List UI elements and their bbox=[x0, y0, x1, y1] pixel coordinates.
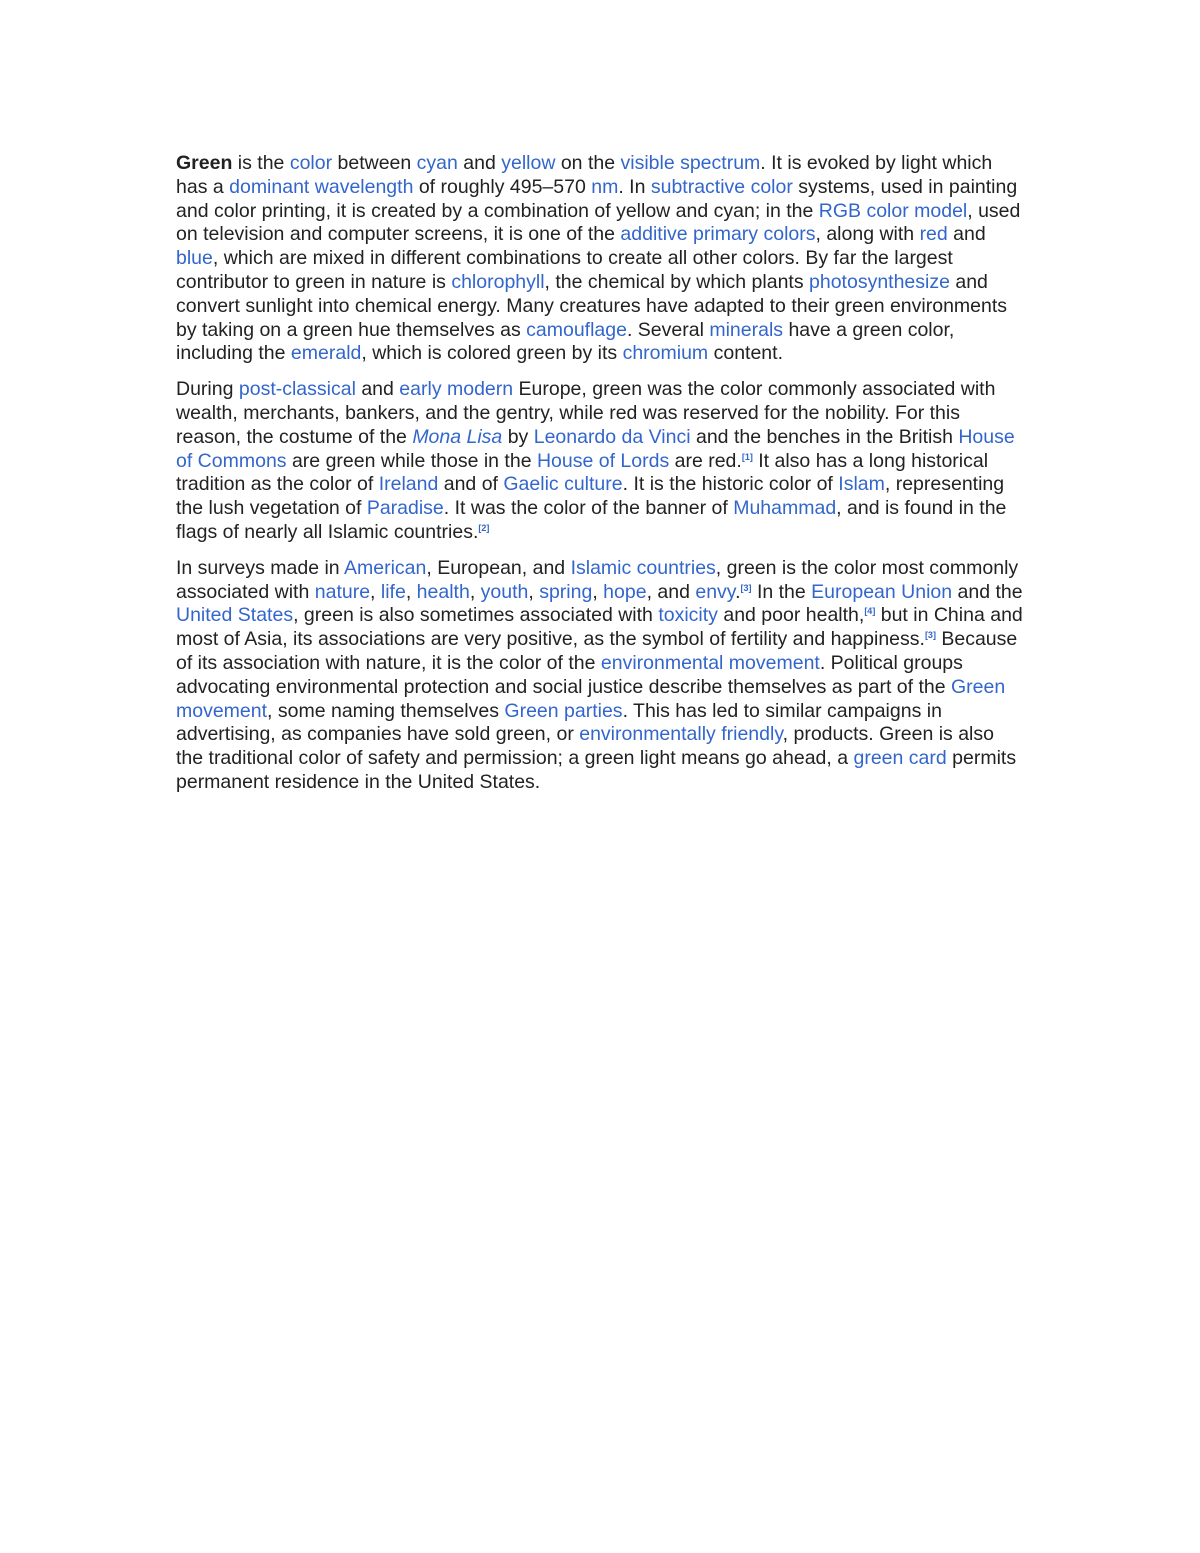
text-run: , which are mixed in different combinations to create all other colors. By far the largest contributor to green in nature is bbox=[176, 247, 953, 293]
text-run: , along with bbox=[815, 223, 920, 246]
text-run: , representing the lush vegetation of bbox=[176, 473, 1005, 520]
hyperlink[interactable]: early modern bbox=[399, 378, 514, 401]
hyperlink[interactable]: Leonardo da Vinci bbox=[533, 425, 691, 448]
text-run: , and is found in the flags of nearly all Islamic countries. bbox=[176, 497, 1007, 543]
hyperlink[interactable]: cyan bbox=[416, 152, 458, 174]
hyperlink[interactable]: red bbox=[919, 223, 948, 246]
text-run: . In bbox=[618, 175, 651, 198]
hyperlink[interactable]: emerald bbox=[290, 342, 362, 365]
hyperlink[interactable]: American bbox=[344, 556, 427, 579]
text-run: , bbox=[370, 580, 381, 603]
hyperlink[interactable]: Green movement bbox=[176, 675, 1006, 722]
text-run: , green is also sometimes associated with bbox=[293, 604, 659, 627]
paragraph-1 bbox=[176, 152, 1026, 366]
text-run: are green while those in the bbox=[286, 449, 537, 472]
hyperlink[interactable]: Gaelic culture bbox=[503, 473, 623, 496]
text-run: , which is colored green by its bbox=[361, 342, 623, 365]
hyperlink[interactable]: Paradise bbox=[366, 497, 444, 520]
text-run: of roughly 495–570 bbox=[413, 175, 592, 198]
text-run: . This has led to similar campaigns in advertising, as companies have sold green, or bbox=[176, 699, 942, 746]
text-run: on the bbox=[555, 152, 621, 174]
text-run: During bbox=[176, 378, 239, 401]
text-run: . It is evoked by light which has a bbox=[176, 152, 993, 198]
text-run: . Political groups advocating environmental protection and social justice describe themselves as part of the bbox=[176, 651, 963, 698]
text-run: , European, and bbox=[426, 556, 571, 579]
text-run: . It was the color of the banner of bbox=[443, 497, 734, 520]
hyperlink[interactable]: nature bbox=[314, 580, 371, 603]
hyperlink[interactable]: toxicity bbox=[658, 604, 718, 627]
citation-link[interactable]: [2] bbox=[478, 522, 490, 533]
hyperlink[interactable]: Green parties bbox=[504, 699, 623, 722]
hyperlink[interactable]: blue bbox=[176, 247, 213, 270]
text-run: but in China and most of Asia, its associations are very positive, as the symbol of fertility and happiness. bbox=[176, 604, 1023, 651]
hyperlink[interactable]: additive primary colors bbox=[620, 223, 816, 246]
hyperlink[interactable]: subtractive color bbox=[650, 175, 793, 198]
text-run: and poor health, bbox=[717, 604, 865, 627]
hyperlink[interactable]: youth bbox=[480, 580, 529, 603]
hyperlink[interactable]: environmentally friendly bbox=[579, 723, 783, 746]
citation-link[interactable]: [3] bbox=[740, 582, 752, 593]
text-run: Because of its association with nature, it is the color of the bbox=[176, 628, 1018, 674]
text-run: and bbox=[355, 378, 400, 401]
text-run: and convert sunlight into chemical energy. Many creatures have adapted to their green environments by taking on a green hue themselves as bbox=[176, 270, 1008, 341]
paragraph-2 bbox=[176, 378, 1026, 545]
text-run: and of bbox=[438, 473, 504, 496]
hyperlink[interactable]: spring bbox=[539, 580, 593, 603]
hyperlink[interactable]: RGB color model bbox=[818, 199, 968, 222]
bold-term: Green bbox=[176, 152, 233, 174]
text-run: It also has a long historical tradition as the color of bbox=[176, 449, 989, 496]
text-run: between bbox=[332, 152, 417, 174]
hyperlink[interactable]: camouflage bbox=[526, 318, 627, 341]
text-run: and the benches in the British bbox=[690, 425, 959, 448]
document-body bbox=[176, 152, 1026, 807]
hyperlink[interactable]: envy bbox=[695, 580, 736, 603]
hyperlink[interactable]: photosynthesize bbox=[809, 270, 950, 293]
hyperlink[interactable]: green card bbox=[853, 747, 947, 770]
hyperlink[interactable]: House of Commons bbox=[176, 425, 1015, 472]
text-run: and the bbox=[952, 580, 1023, 603]
hyperlink[interactable]: Islamic countries bbox=[570, 556, 716, 579]
text-run: . Several bbox=[626, 318, 710, 341]
hyperlink[interactable]: dominant wavelength bbox=[229, 175, 414, 198]
text-run: , bbox=[469, 580, 481, 603]
hyperlink[interactable]: nm bbox=[591, 175, 619, 198]
hyperlink[interactable]: color bbox=[289, 152, 333, 174]
hyperlink[interactable]: yellow bbox=[501, 152, 556, 174]
hyperlink[interactable]: chlorophyll bbox=[451, 270, 545, 293]
text-run: . It is the historic color of bbox=[622, 473, 839, 496]
text-run: , the chemical by which plants bbox=[544, 270, 810, 293]
text-run: and bbox=[947, 223, 986, 246]
text-run: , bbox=[528, 580, 540, 603]
hyperlink[interactable]: chromium bbox=[622, 342, 709, 365]
hyperlink[interactable]: minerals bbox=[709, 318, 784, 341]
text-run: and bbox=[457, 152, 502, 174]
text-run: , green is the color most commonly associated with bbox=[176, 556, 1019, 603]
hyperlink[interactable]: Islam bbox=[838, 473, 885, 496]
text-run: content. bbox=[708, 342, 783, 365]
hyperlink[interactable]: health bbox=[416, 580, 470, 603]
text-run: Europe, green was the color commonly associated with wealth, merchants, bankers, and the gentry, while red was reserved for the nobility. For this reason, the costume of the bbox=[176, 378, 996, 448]
text-run: , bbox=[405, 580, 417, 603]
citation-link[interactable]: [3] bbox=[924, 630, 936, 641]
text-run: In surveys made in bbox=[176, 556, 344, 579]
text-run: have a green color, including the bbox=[176, 318, 955, 365]
hyperlink[interactable]: Mona Lisa bbox=[412, 425, 503, 448]
hyperlink[interactable]: environmental movement bbox=[600, 651, 820, 674]
text-run: are red. bbox=[669, 449, 742, 472]
hyperlink[interactable]: post-classical bbox=[238, 378, 356, 401]
text-run: In the bbox=[751, 580, 812, 603]
text-run: by bbox=[502, 425, 534, 448]
paragraph-3 bbox=[176, 557, 1026, 795]
hyperlink[interactable]: United States bbox=[176, 604, 294, 627]
text-run: is the bbox=[232, 152, 290, 174]
text-run: systems, used in painting and color printing, it is created by a combination of yellow and cyan; in the bbox=[176, 175, 1018, 222]
text-run: , used on television and computer screens, it is one of the bbox=[176, 199, 1021, 246]
hyperlink[interactable]: life bbox=[380, 580, 406, 603]
hyperlink[interactable]: Muhammad bbox=[733, 497, 837, 520]
hyperlink[interactable]: visible spectrum bbox=[620, 152, 761, 174]
hyperlink[interactable]: European Union bbox=[811, 580, 953, 603]
hyperlink[interactable]: Ireland bbox=[378, 473, 439, 496]
text-run: , products. Green is also the traditional color of safety and permission; a green light means go ahead, a bbox=[176, 723, 994, 770]
hyperlink[interactable]: hope bbox=[603, 580, 647, 603]
text-run: , bbox=[592, 580, 604, 603]
citation-link[interactable]: [4] bbox=[864, 606, 876, 617]
text-run: permits permanent residence in the United States. bbox=[176, 747, 1017, 793]
citation-link[interactable]: [1] bbox=[741, 451, 753, 462]
text-run: , and bbox=[646, 580, 696, 603]
text-run: , some naming themselves bbox=[267, 699, 505, 722]
hyperlink[interactable]: House of Lords bbox=[536, 449, 670, 472]
text-run: . bbox=[735, 580, 741, 603]
